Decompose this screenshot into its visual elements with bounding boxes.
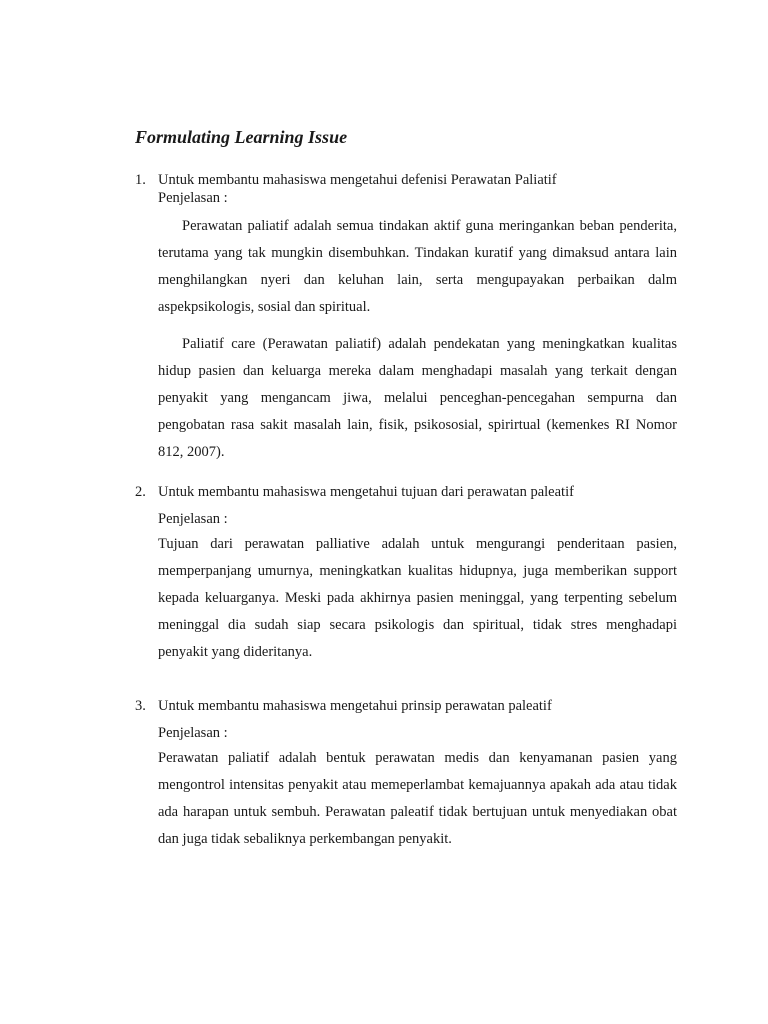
explanation-label: Penjelasan : xyxy=(158,725,228,741)
item-heading xyxy=(135,483,677,501)
item-heading-text: Untuk membantu mahasiswa mengetahui defenisi Perawatan Paliatif xyxy=(158,172,557,188)
page-title: Formulating Learning Issue xyxy=(135,127,348,147)
explanation-label: Penjelasan : xyxy=(158,511,228,527)
item-heading xyxy=(135,171,677,189)
item-heading xyxy=(135,697,677,715)
item-body xyxy=(158,510,677,666)
paragraph: Perawatan paliatif adalah semua tindakan aktif guna meringankan beban penderita, terutama yang tak mungkin disembuhkan. Tindakan kuratif yang dimaksud antara lain menghilangkan nyeri dan keluhan lain, serta mengupayakan perbaikan dalm aspekpsikologis, sosial dan spiritual. xyxy=(158,218,677,315)
item-heading-text: Untuk membantu mahasiswa mengetahui prinsip perawatan paleatif xyxy=(158,698,552,714)
item-body xyxy=(158,724,677,853)
paragraph: Perawatan paliatif adalah bentuk perawatan medis dan kenyamanan pasien yang mengontrol intensitas penyakit atau memeperlambat kemajuannya apakah ada atau tidak ada harapan untuk sembuh. Perawatan paleatif tidak bertujuan untuk menyediakan obat dan juga tidak sebaliknya perkembangan penyakit. xyxy=(158,750,677,847)
list-item xyxy=(135,697,677,853)
list-item xyxy=(135,483,677,666)
item-number: 1. xyxy=(135,172,146,188)
explanation-label: Penjelasan : xyxy=(158,190,228,206)
paragraph: Tujuan dari perawatan palliative adalah untuk mengurangi penderitaan pasien, memperpanjang umurnya, meningkatkan kualitas hidupnya, juga memberikan support kepada keluarganya. Meski pada akhirnya pasien meninggal, yang terpenting sebelum meninggal dia sudah siap secara psikologis dan spiritual, tidak stres menghadapi penyakit yang dideritanya. xyxy=(158,536,677,660)
item-body xyxy=(158,189,677,466)
item-number: 2. xyxy=(135,484,146,500)
paragraph: Paliatif care (Perawatan paliatif) adalah pendekatan yang meningkatkan kualitas hidup pasien dan keluarga mereka dalam menghadapi masalah yang terkait dengan penyakit yang mengancam jiwa, melalui penceghan-pencegahan sempurna dan pengobatan rasa sakit masalah lain, fisik, psikososial, spirirtual (kemenkes RI Nomor 812, 2007). xyxy=(158,336,677,460)
list-item xyxy=(135,171,677,466)
item-number: 3. xyxy=(135,698,146,714)
item-heading-text: Untuk membantu mahasiswa mengetahui tujuan dari perawatan paleatif xyxy=(158,484,574,500)
